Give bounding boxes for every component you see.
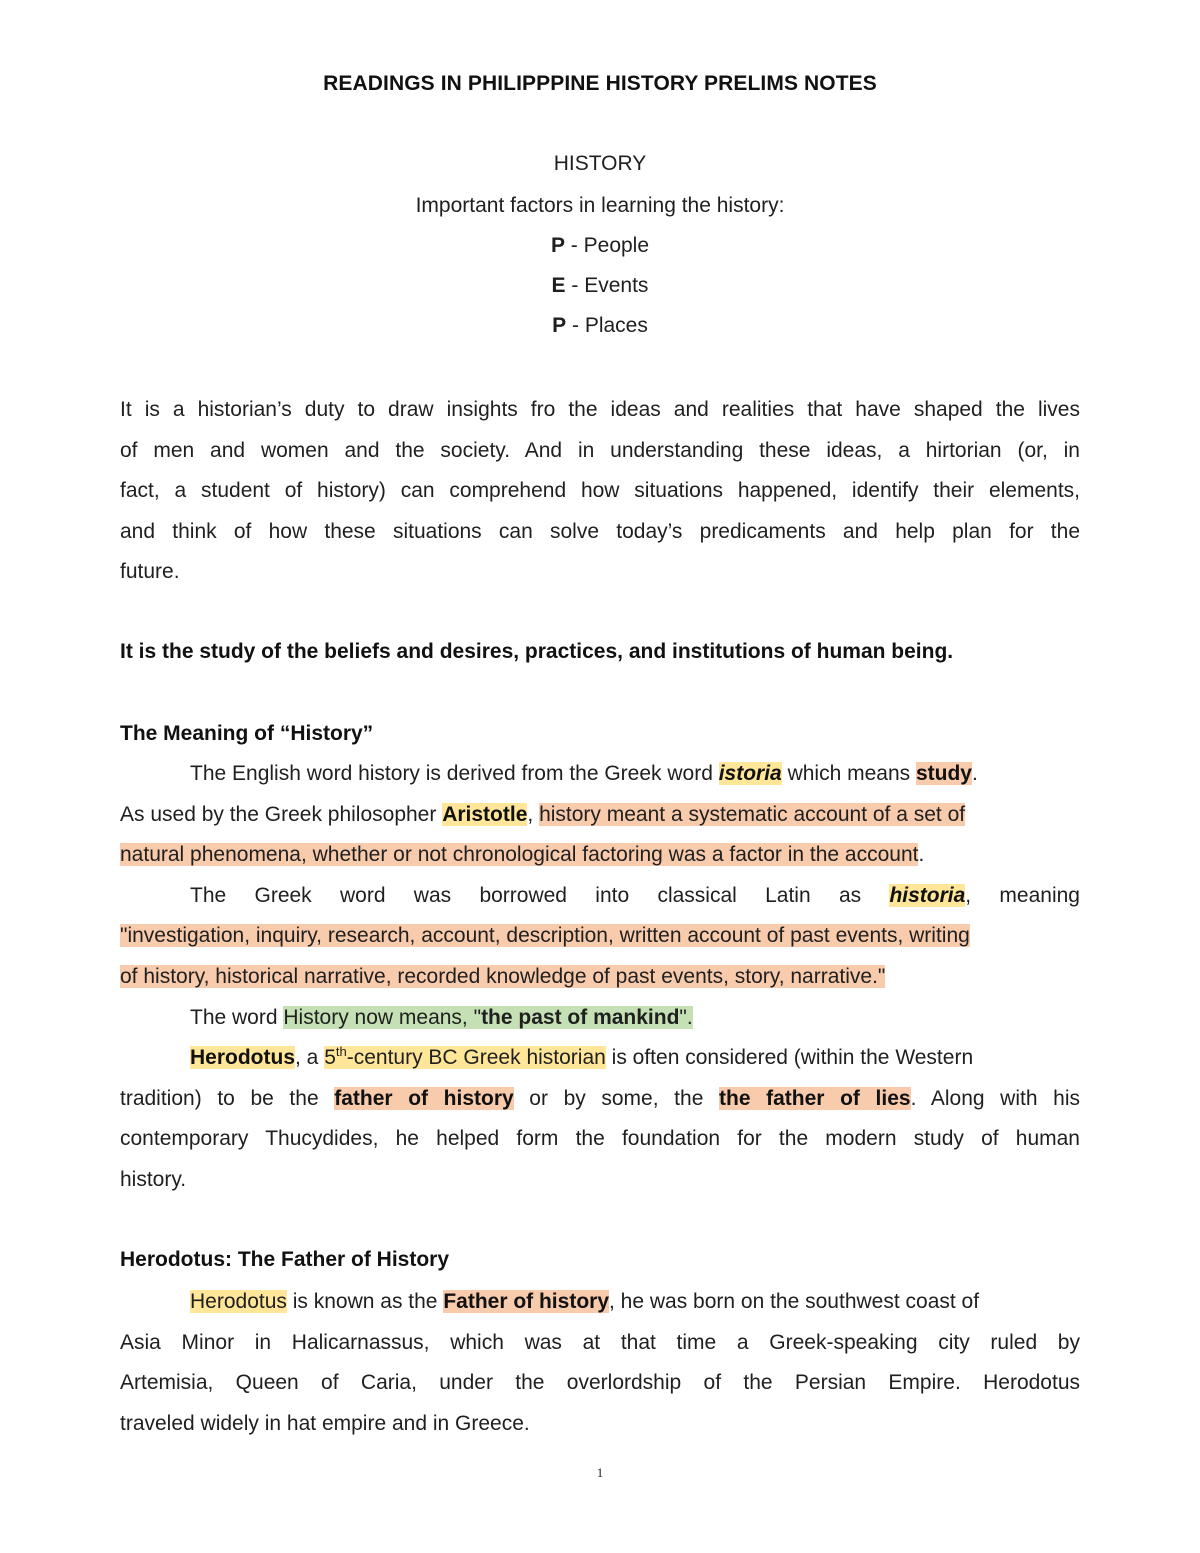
text-run: , he was born on the southwest coast of bbox=[609, 1290, 980, 1313]
text-run: 5 bbox=[324, 1046, 336, 1070]
highlight-latin-meaning: of history, historical narrative, recorded knowledge of past events, story, narrative." bbox=[120, 964, 886, 988]
section-label: HISTORY bbox=[553, 152, 647, 175]
highlight-aristotle: Aristotle bbox=[442, 802, 528, 826]
text-run: The English word history is derived from the Greek word bbox=[190, 762, 719, 785]
text-run: the past of mankind bbox=[481, 1005, 680, 1029]
text-line: contemporary Thucydides, he helped form the foundation for the modern study of human bbox=[120, 1127, 1080, 1151]
herodotus-paragraph bbox=[120, 1282, 1080, 1444]
text-run: or by some, the bbox=[513, 1086, 719, 1110]
highlight-century bbox=[324, 1046, 606, 1069]
text-run: The Greek word was borrowed into classical Latin as bbox=[190, 883, 890, 907]
highlight-herodotus: Herodotus bbox=[190, 1290, 287, 1313]
meaning-paragraph bbox=[120, 754, 1080, 1201]
factor-text: - Events bbox=[565, 274, 649, 297]
highlight-father-of-history: Father of history bbox=[443, 1290, 609, 1313]
text-line bbox=[120, 754, 1080, 795]
text-run: The word bbox=[190, 1005, 284, 1029]
text-run: ". bbox=[679, 1005, 693, 1029]
text-run: which means bbox=[781, 762, 916, 785]
text-line bbox=[120, 957, 1080, 998]
text-line bbox=[120, 1079, 1080, 1120]
text-run: . bbox=[918, 843, 925, 867]
text-run: History now means, " bbox=[283, 1005, 482, 1029]
factor-text: - Places bbox=[566, 314, 648, 337]
herodotus-heading: Herodotus: The Father of History bbox=[120, 1248, 450, 1271]
highlight-father-of-lies: the father of lies bbox=[719, 1086, 911, 1110]
definition-statement: It is the study of the beliefs and desires, practices, and institutions of human being. bbox=[120, 640, 954, 663]
text-line: It is a historian’s duty to draw insights fro the ideas and realities that have shaped the lives bbox=[120, 398, 1080, 421]
text-line bbox=[120, 916, 1080, 957]
text-run: As used by the Greek philosopher bbox=[120, 802, 443, 826]
text-line: traveled widely in hat empire and in Greece. bbox=[120, 1411, 530, 1435]
text-run: . Along with his bbox=[910, 1086, 1080, 1110]
text-line: and think of how these situations can solve today’s predicaments and help plan for the bbox=[120, 519, 1080, 543]
text-run: , meaning bbox=[965, 883, 1080, 907]
text-run: , a bbox=[295, 1046, 325, 1070]
meaning-heading: The Meaning of “History” bbox=[120, 722, 374, 745]
highlight-latin-meaning: "investigation, inquiry, research, account, description, written account of past events, writing bbox=[120, 924, 970, 948]
factor-letter: E bbox=[551, 274, 566, 297]
text-line: fact, a student of history) can comprehend how situations happened, identify their elements, bbox=[120, 479, 1080, 503]
highlight-father-of-history: father of history bbox=[334, 1086, 514, 1110]
text-line: history. bbox=[120, 1167, 187, 1191]
highlight-herodotus: Herodotus bbox=[190, 1046, 295, 1070]
factor-letter: P bbox=[552, 314, 567, 337]
highlight-definition: natural phenomena, whether or not chronological factoring was a factor in the account bbox=[120, 843, 919, 867]
factor-places bbox=[0, 314, 1200, 338]
text-run: , bbox=[527, 802, 540, 826]
text-line: Artemisia, Queen of Caria, under the overlordship of the Persian Empire. Herodotus bbox=[120, 1371, 1080, 1395]
text-line: of men and women and the society. And in understanding these ideas, a hirtorian (or, in bbox=[120, 438, 1080, 462]
text-run: . bbox=[972, 762, 978, 785]
text-line bbox=[120, 1282, 1080, 1323]
text-line bbox=[120, 1038, 1080, 1079]
text-line: future. bbox=[120, 560, 180, 584]
factor-letter: P bbox=[550, 234, 565, 257]
factor-events bbox=[0, 274, 1200, 298]
highlight-istoria: istoria bbox=[718, 762, 782, 785]
text-run: -century BC Greek historian bbox=[346, 1046, 606, 1070]
text-line bbox=[120, 795, 1080, 836]
highlight-historia: historia bbox=[889, 883, 966, 907]
highlight-study: study bbox=[915, 762, 972, 785]
highlight-past-of-mankind bbox=[283, 1006, 692, 1029]
text-line bbox=[120, 998, 1080, 1039]
intro-paragraph bbox=[120, 390, 1080, 593]
superscript: th bbox=[335, 1044, 347, 1060]
text-run: is known as the bbox=[286, 1290, 444, 1313]
factor-text: - People bbox=[564, 234, 650, 257]
document-title: READINGS IN PHILIPPPINE HISTORY PRELIMS NOTES bbox=[323, 72, 877, 95]
text-run: tradition) to be the bbox=[120, 1086, 335, 1110]
text-line bbox=[120, 876, 1080, 917]
highlight-definition: history meant a systematic account of a set of bbox=[539, 802, 966, 826]
text-line bbox=[120, 835, 1080, 876]
text-line: Asia Minor in Halicarnassus, which was at that time a Greek-speaking city ruled by bbox=[120, 1330, 1080, 1354]
factor-people bbox=[0, 234, 1200, 258]
text-run: is often considered (within the Western bbox=[605, 1046, 974, 1070]
page-number: 1 bbox=[596, 1465, 604, 1480]
factors-intro: Important factors in learning the history: bbox=[415, 194, 785, 217]
